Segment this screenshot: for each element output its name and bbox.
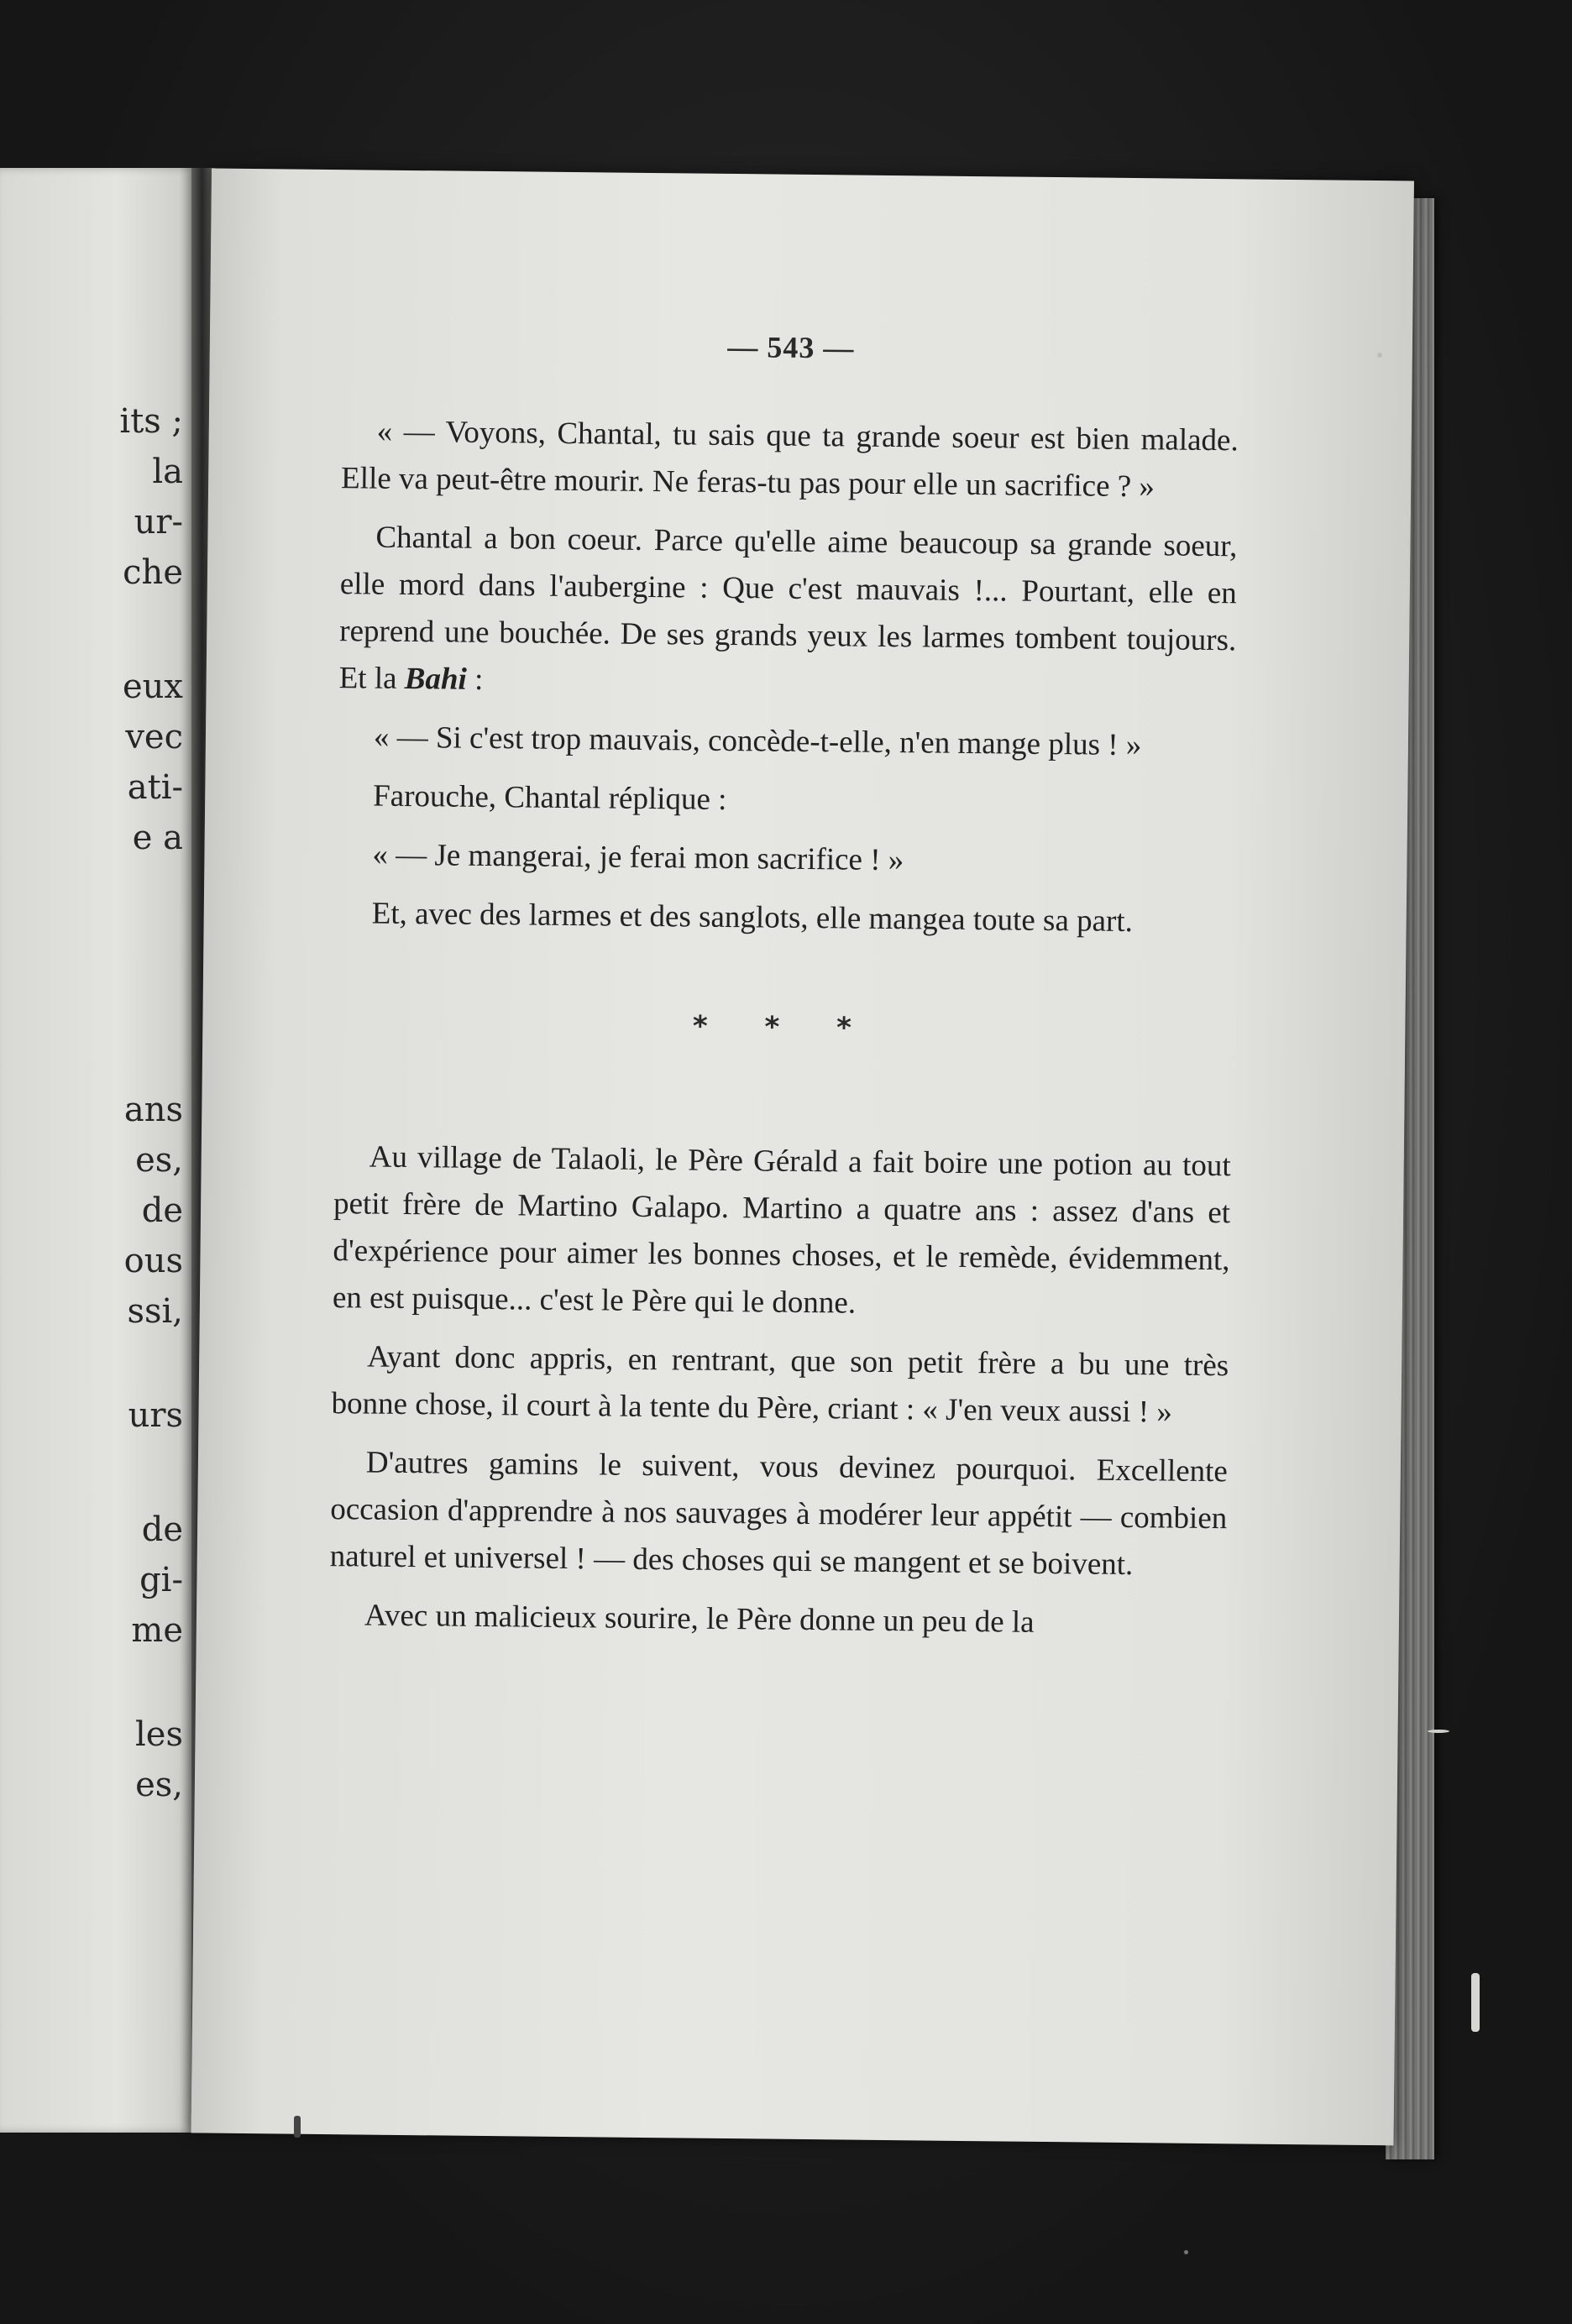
scan-artifact [1428, 1730, 1449, 1733]
left-page-fragment: vec [125, 718, 183, 756]
left-page-fragment: es, [135, 1766, 183, 1804]
paragraph: Avec un malicieux sourire, le Père donne un peu de la [364, 1598, 1035, 1640]
scan-artifact [1184, 2250, 1188, 2254]
left-page-fragment: la [152, 453, 183, 491]
left-page-fragment: e a [132, 819, 183, 857]
scan-artifact [1471, 1973, 1480, 2032]
page-text-block [329, 319, 1240, 1660]
paragraph: Ayant donc appris, en rentrant, que son petit frère a bu une très bonne chose, il court à la tente du Père, criant : « J'en veux aussi ! » [331, 1339, 1229, 1430]
left-page-fragment: che [123, 553, 183, 592]
section-break: * * * [692, 1009, 876, 1045]
scan-artifact [294, 2116, 301, 2138]
left-page-fragment: es, [135, 1141, 183, 1180]
paragraph: D'autres gamins le suivent, vous devinez pourquoi. Excellente occasion d'apprendre à nos sauvages à modérer leur appétit — combien naturel et universel ! — des choses qui se mangent et se boivent. [329, 1445, 1229, 1583]
paragraph: Et, avec des larmes et des sanglots, elle mangea toute sa part. [371, 896, 1134, 940]
right-page [191, 169, 1414, 2146]
left-page-fragment: ous [123, 1242, 183, 1280]
left-page-fragment: gi- [139, 1561, 183, 1599]
left-page-fragment: ssi, [127, 1292, 183, 1331]
paragraph: « — Je mangerai, je ferai mon sacrifice ! » [372, 837, 904, 878]
paragraph-text: Chantal a bon coeur. Parce qu'elle aime beaucoup sa grande soeur, elle mord dans l'aubergine : Que c'est mauvais !... Pourtant, elle en reprend une bouchée. De ses grands yeux les larmes tombent toujours. Et la [338, 520, 1238, 696]
paragraph: « — Voyons, Chantal, tu sais que ta grande soeur est bien malade. Elle va peut-être mourir. Ne feras-tu pas pour elle un sacrifice ? » [340, 414, 1239, 505]
left-page-fragment: les [135, 1715, 183, 1754]
left-page-fragment: de [141, 1191, 183, 1230]
left-page-fragment: ur- [134, 503, 183, 542]
left-page-fragment: urs [128, 1396, 183, 1435]
left-page-fragment: de [141, 1510, 183, 1549]
left-page-fragment: eux [123, 667, 183, 706]
scan-artifact [1377, 353, 1382, 358]
left-page-fragment: its ; [119, 402, 183, 441]
paragraph: Au village de Talaoli, le Père Gérald a fait boire une potion au tout petit frère de Martino Galapo. Martino a quatre ans : assez d'ans et d'expérience pour aimer les bonnes choses, et le remède, évidemment, en est puisque... c'est le Père qui le donne. [332, 1139, 1231, 1321]
left-page-fragment: me [131, 1611, 183, 1650]
left-page-fragment: ati- [127, 768, 183, 807]
left-page [0, 168, 195, 2133]
emphasis-name: Bahi [404, 661, 468, 697]
paragraph [338, 514, 1237, 711]
paragraph: « — Si c'est trop mauvais, concède-t-elle, n'en mange plus ! » [373, 720, 1142, 763]
paragraph: Farouche, Chantal réplique : [373, 778, 727, 817]
emphasis-suffix: : [466, 662, 484, 697]
left-page-fragment: ans [123, 1091, 183, 1129]
page-number: — 543 — [727, 329, 855, 365]
